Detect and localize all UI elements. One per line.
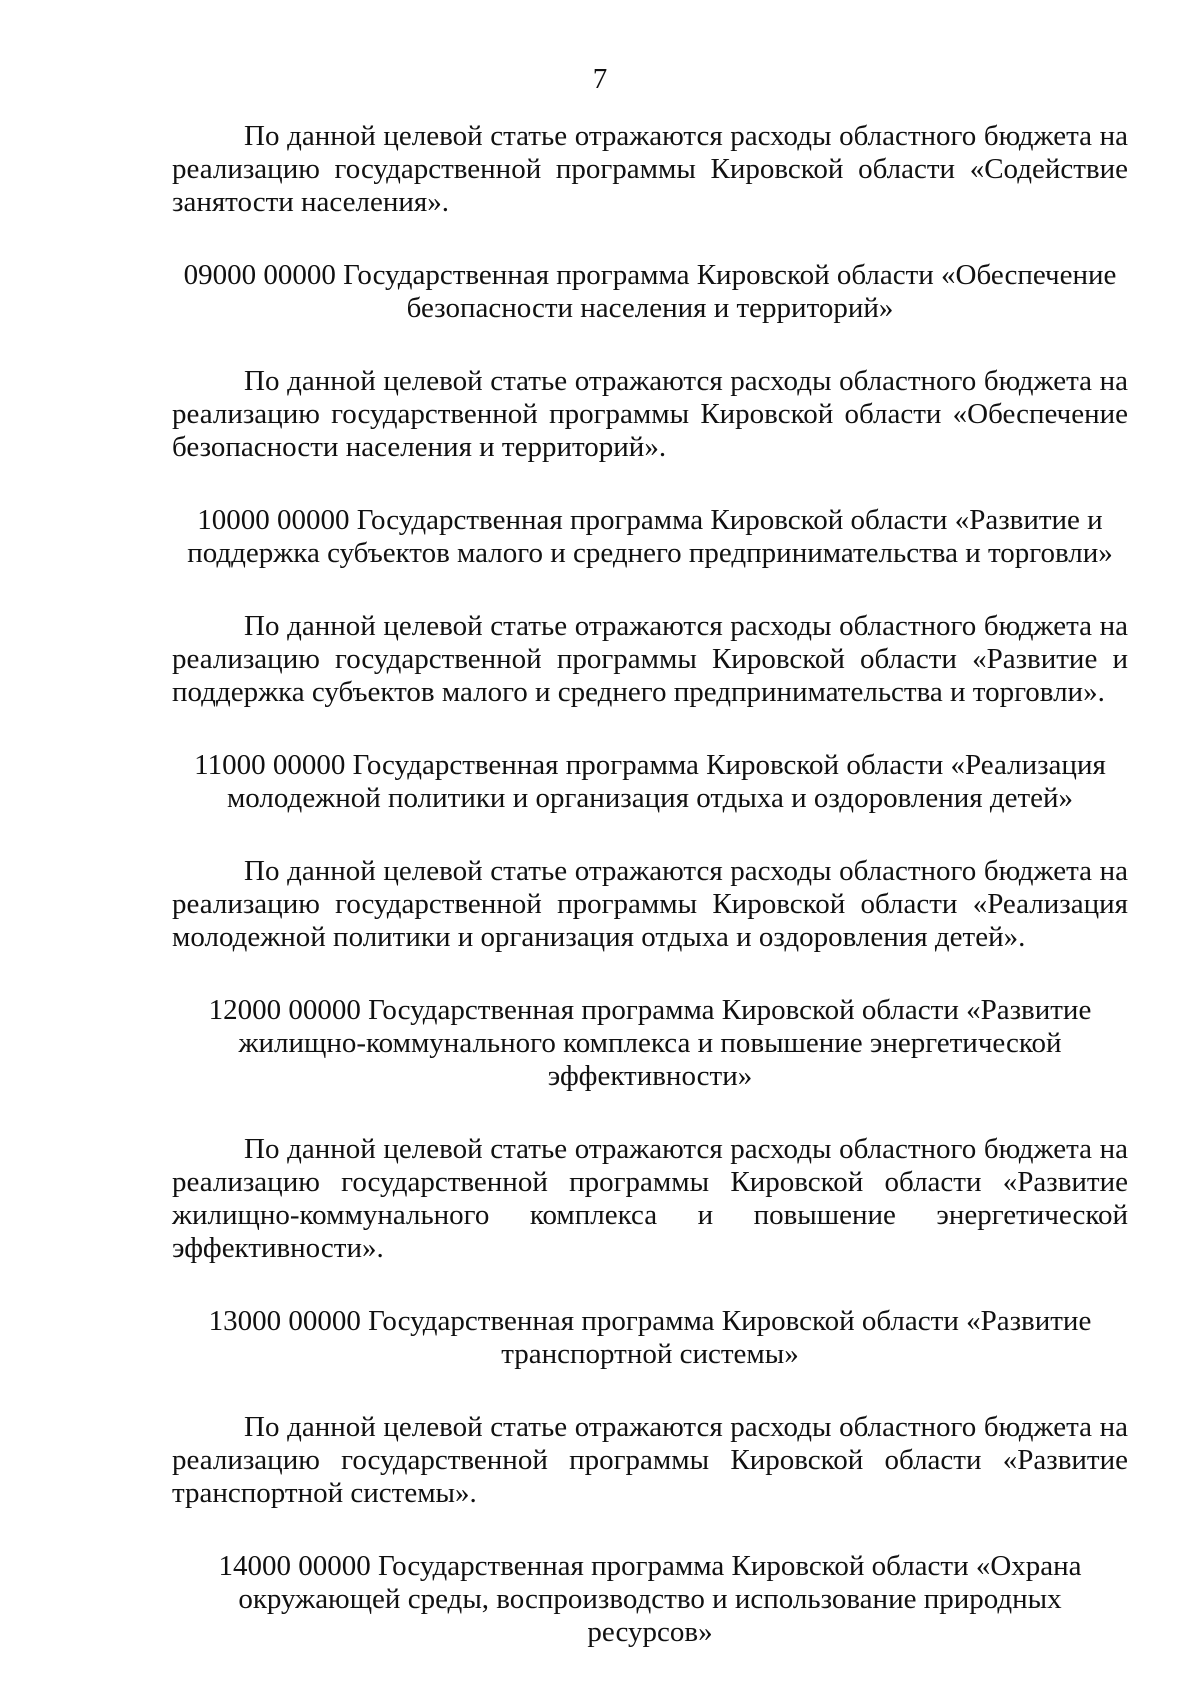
paragraph-line: поддержка субъектов малого и среднего предпринимательства и торговли». xyxy=(172,676,1105,708)
section-heading xyxy=(172,994,1128,1093)
body-paragraph xyxy=(172,1411,1128,1510)
section-heading xyxy=(172,504,1128,570)
paragraph-line: реализацию государственной программы Кировской области «Обеспечение xyxy=(172,398,1128,430)
paragraph-line: жилищно-коммунального комплекса и повышение энергетической xyxy=(172,1199,1128,1231)
heading-line: окружающей среды, воспроизводство и использование природных ресурсов» xyxy=(238,1583,1062,1648)
heading-line: 14000 00000 Государственная программа Кировской области «Охрана xyxy=(218,1550,1082,1582)
body-paragraph xyxy=(172,610,1128,709)
heading-line: 13000 00000 Государственная программа Кировской области «Развитие xyxy=(208,1305,1092,1337)
heading-line: безопасности населения и территорий» xyxy=(406,292,894,324)
heading-line: 11000 00000 Государственная программа Кировской области «Реализация xyxy=(194,749,1106,781)
heading-line: молодежной политики и организация отдыха и оздоровления детей» xyxy=(226,782,1074,814)
paragraph-line: транспортной системы». xyxy=(172,1477,477,1509)
paragraph-line: По данной целевой статье отражаются расходы областного бюджета на xyxy=(244,610,1128,642)
paragraph-line: молодежной политики и организация отдыха и оздоровления детей». xyxy=(172,921,1026,953)
heading-line: 12000 00000 Государственная программа Кировской области «Развитие xyxy=(208,994,1092,1026)
section-heading xyxy=(172,749,1128,815)
paragraph-line: По данной целевой статье отражаются расходы областного бюджета на xyxy=(244,365,1128,397)
page-number: 7 xyxy=(592,63,608,95)
section-heading xyxy=(172,1550,1128,1649)
paragraph-line: реализацию государственной программы Кировской области «Развитие xyxy=(172,1444,1128,1476)
paragraph-line: реализацию государственной программы Кировской области «Реализация xyxy=(172,888,1128,920)
heading-line: 10000 00000 Государственная программа Кировской области «Развитие и xyxy=(197,504,1103,536)
heading-line: эффективности» xyxy=(547,1060,753,1092)
heading-line: 09000 00000 Государственная программа Кировской области «Обеспечение xyxy=(183,259,1117,291)
paragraph-line: реализацию государственной программы Кировской области «Развитие и xyxy=(172,643,1128,675)
body-paragraph xyxy=(172,1133,1128,1265)
paragraph-line: По данной целевой статье отражаются расходы областного бюджета на xyxy=(244,1411,1128,1443)
paragraph-line: По данной целевой статье отражаются расходы областного бюджета на xyxy=(244,1133,1128,1165)
paragraph-line: реализацию государственной программы Кировской области «Развитие xyxy=(172,1166,1128,1198)
paragraph-line: По данной целевой статье отражаются расходы областного бюджета на xyxy=(244,855,1128,887)
section-heading xyxy=(172,1305,1128,1371)
paragraph-line: реализацию государственной программы Кировской области «Содействие xyxy=(172,153,1128,185)
body-paragraph xyxy=(172,120,1128,219)
body-paragraph xyxy=(172,855,1128,954)
section-heading xyxy=(172,259,1128,325)
heading-line: жилищно-коммунального комплекса и повышение энергетической xyxy=(238,1027,1062,1059)
paragraph-line: занятости населения». xyxy=(172,186,449,218)
paragraph-line: безопасности населения и территорий». xyxy=(172,431,667,463)
document-body xyxy=(172,120,1128,1689)
paragraph-line: По данной целевой статье отражаются расходы областного бюджета на xyxy=(244,120,1128,152)
heading-line: транспортной системы» xyxy=(501,1338,799,1370)
body-paragraph xyxy=(172,365,1128,464)
heading-line: поддержка субъектов малого и среднего предпринимательства и торговли» xyxy=(187,537,1113,569)
paragraph-line: эффективности». xyxy=(172,1232,384,1264)
